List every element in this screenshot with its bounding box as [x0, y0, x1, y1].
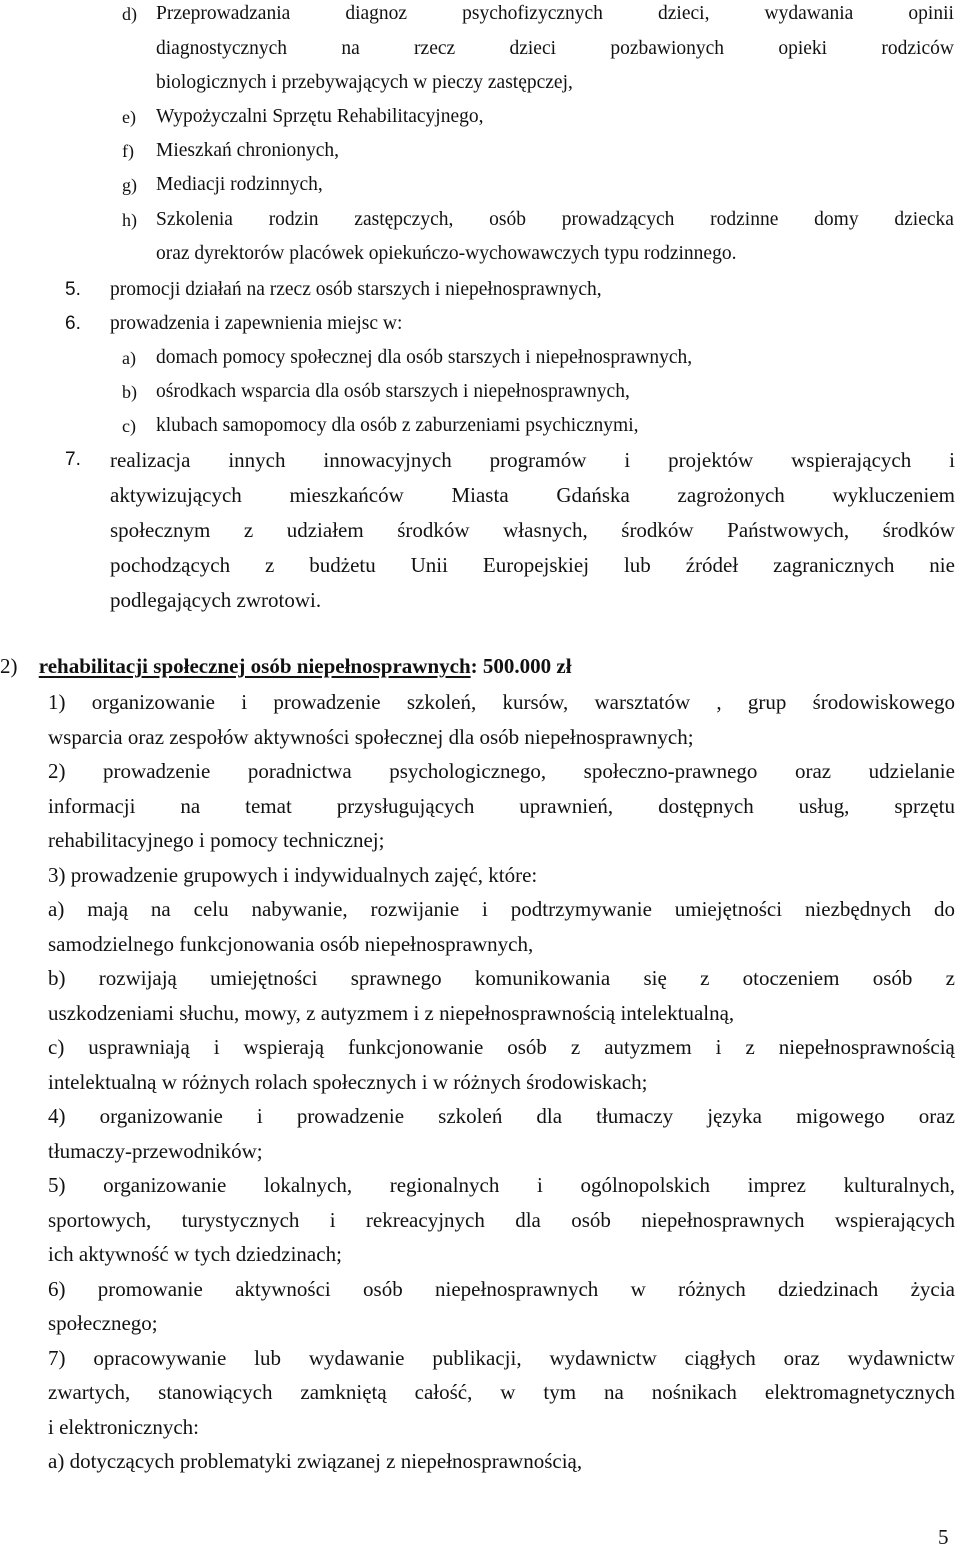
list-item-label: d)	[122, 4, 137, 24]
word: osób	[872, 966, 913, 990]
word: umiejętności	[210, 966, 318, 990]
word: 6)	[48, 1276, 66, 1301]
word: na	[180, 793, 201, 818]
word: się	[643, 966, 667, 990]
word: ,	[716, 690, 722, 714]
word: lokalnych,	[264, 1173, 353, 1197]
word: w	[500, 1380, 516, 1404]
word: mają	[87, 897, 129, 921]
word: oraz	[794, 759, 832, 783]
item-line	[110, 481, 955, 509]
word: i	[256, 1104, 263, 1128]
word: nie	[929, 553, 955, 577]
word: z	[945, 966, 955, 990]
word: organizowanie	[99, 1104, 223, 1128]
word: na	[604, 1380, 624, 1404]
sub-item-label: a)	[122, 348, 136, 368]
word: całość,	[414, 1380, 473, 1404]
page-number: 5	[938, 1525, 949, 1549]
word: wydawnictw	[847, 1345, 955, 1370]
word: organizowanie	[103, 1173, 227, 1197]
word: z	[570, 1035, 581, 1059]
body-line	[48, 964, 955, 992]
word: 7)	[48, 1345, 66, 1370]
item-text: promocji działań na rzecz osób starszych i niepełnosprawnych,	[110, 279, 602, 300]
word: poradnictwa	[247, 759, 352, 783]
word: b)	[48, 966, 66, 990]
word: psychologicznego,	[389, 759, 547, 783]
word: organizowanie	[91, 690, 215, 714]
word: tłumaczy	[596, 1104, 674, 1128]
word: dostępnych	[658, 793, 754, 818]
word: Europejskiej	[482, 553, 590, 577]
word: z	[745, 1035, 755, 1059]
word: i	[241, 690, 248, 714]
word: i	[213, 1035, 220, 1059]
word: tym	[543, 1380, 577, 1404]
word: diagnostycznych	[156, 38, 288, 59]
word: dzieci,	[658, 3, 710, 24]
word: dla	[515, 1207, 541, 1232]
body-line	[48, 1206, 955, 1234]
word: lub	[254, 1345, 282, 1370]
list-item-label: e)	[122, 107, 136, 127]
word: osób	[363, 1276, 403, 1301]
word: z	[265, 553, 275, 577]
word: warsztatów	[594, 690, 691, 714]
body-line	[48, 1102, 955, 1130]
word: społeczno-prawnego	[583, 759, 758, 783]
body-line	[48, 1275, 955, 1303]
list-item-line	[156, 35, 954, 63]
word: rekreacyjnych	[365, 1207, 485, 1232]
word: niezbędnych	[804, 897, 912, 921]
section-amount: 500.000 zł	[482, 654, 572, 678]
word: 5)	[48, 1173, 66, 1197]
section-title: rehabilitacji społecznej osób niepełnosprawnych	[38, 654, 471, 678]
sub-item-text: domach pomocy społecznej dla osób starszych i niepełnosprawnych,	[156, 347, 693, 368]
word: udzielanie	[868, 759, 955, 783]
word: kursów,	[502, 690, 569, 714]
word: podtrzymywanie	[510, 897, 652, 921]
word: i	[482, 897, 488, 921]
word: a)	[48, 897, 65, 921]
word: wspierających	[834, 1207, 955, 1232]
word: udziałem	[286, 518, 364, 542]
word: z	[700, 966, 710, 990]
word: środków	[621, 518, 694, 542]
item-line	[110, 551, 955, 579]
word: rodzinne	[710, 209, 779, 230]
item-number: 6.	[65, 313, 81, 334]
body-line	[48, 895, 955, 923]
word: osób	[571, 1207, 611, 1232]
body-line: rehabilitacyjnego i pomocy technicznej;	[48, 828, 385, 852]
word: temat	[245, 793, 292, 818]
section-colon: :	[470, 654, 483, 678]
word: Miasta	[451, 483, 509, 507]
item-number: 7.	[65, 449, 81, 470]
word: prowadzenie	[296, 1104, 405, 1128]
item-line	[110, 516, 955, 544]
word: zamkniętą	[300, 1380, 387, 1404]
body-line: wsparcia oraz zespołów aktywności społecznej dla osób niepełnosprawnych;	[48, 724, 694, 749]
section-number: 2)	[0, 654, 23, 678]
word: publikacji,	[432, 1345, 522, 1370]
item-number: 5.	[65, 279, 81, 300]
body-line: i elektronicznych:	[48, 1414, 200, 1439]
word: życia	[910, 1276, 955, 1301]
word: dziedzinach	[778, 1276, 879, 1301]
word: nośnikach	[651, 1380, 737, 1404]
word: realizacja	[110, 448, 191, 472]
word: usprawniają	[88, 1035, 190, 1059]
body-line	[48, 688, 955, 716]
body-line: 3) prowadzenie grupowych i indywidualnych zajęć, które:	[48, 862, 538, 887]
word: uprawnień,	[519, 793, 614, 818]
sub-item-text: ośrodkach wsparcia dla osób starszych i niepełnosprawnych,	[156, 381, 630, 402]
word: ogólnopolskich	[580, 1173, 710, 1197]
word: opinii	[908, 3, 954, 24]
word: z	[243, 518, 254, 542]
word: 1)	[48, 690, 66, 714]
word: ciągłych	[684, 1345, 756, 1370]
word: własnych,	[503, 518, 588, 542]
body-line	[48, 1033, 955, 1061]
list-item-label: f)	[122, 141, 134, 161]
section-heading	[0, 652, 572, 680]
word: regionalnych	[389, 1173, 500, 1197]
sub-item-label: c)	[122, 416, 136, 436]
word: imprez	[747, 1173, 806, 1197]
word: dzieci	[509, 38, 557, 59]
word: innych	[228, 448, 286, 472]
word: rzecz	[414, 38, 456, 59]
word: mieszkańców	[289, 483, 404, 507]
word: Państwowych,	[727, 518, 850, 542]
word: aktywizujących	[110, 483, 242, 507]
word: w	[630, 1276, 646, 1301]
word: komunikowania	[474, 966, 611, 990]
word: aktywności	[235, 1276, 331, 1301]
word: pochodzących	[110, 553, 231, 577]
word: środków	[882, 518, 955, 542]
word: wydawanie	[308, 1345, 405, 1370]
word: do	[933, 897, 955, 921]
body-line: samodzielnego funkcjonowania osób niepełnosprawnych,	[48, 931, 534, 956]
word: środowiskowego	[812, 690, 955, 714]
list-item-line: oraz dyrektorów placówek opiekuńczo-wychowawczych typu rodzinnego.	[156, 243, 737, 264]
item-line	[110, 446, 955, 474]
word: osób	[507, 1035, 547, 1059]
word: Gdańska	[556, 483, 630, 507]
list-item-label: h)	[122, 210, 137, 230]
word: informacji	[48, 793, 136, 818]
word: Szkolenia	[156, 209, 233, 230]
word: usług,	[798, 793, 850, 818]
word: promowanie	[97, 1276, 203, 1301]
word: wykluczeniem	[832, 483, 955, 507]
word: prowadzących	[561, 209, 675, 230]
body-line: ich aktywność w tych dziedzinach;	[48, 1242, 342, 1266]
word: oraz	[918, 1104, 955, 1128]
item-text: prowadzenia i zapewnienia miejsc w:	[110, 313, 403, 334]
word: opracowywanie	[93, 1345, 227, 1370]
word: zagranicznych	[773, 553, 895, 577]
word: Unii	[410, 553, 448, 577]
word: społecznym	[110, 518, 211, 542]
word: prowadzenie	[273, 690, 381, 714]
word: przysługujących	[336, 793, 475, 818]
word: otoczeniem	[742, 966, 840, 990]
word: funkcjonowanie	[347, 1035, 484, 1059]
word: na	[341, 38, 360, 59]
word: rodzin	[268, 209, 319, 230]
word: i	[329, 1207, 336, 1232]
word: sprzętu	[894, 793, 955, 818]
word: celu	[193, 897, 229, 921]
word: lub	[623, 553, 651, 577]
word: szkoleń,	[406, 690, 477, 714]
body-line	[48, 792, 955, 820]
word: zagrożonych	[677, 483, 785, 507]
word: kulturalnych,	[843, 1173, 955, 1197]
word: rodziców	[881, 38, 954, 59]
body-line: społecznego;	[48, 1311, 158, 1335]
word: języka	[707, 1104, 762, 1128]
list-item-line	[156, 206, 954, 234]
word: rozwijają	[98, 966, 177, 990]
item-line: podlegających zwrotowi.	[110, 588, 322, 612]
word: szkoleń	[438, 1104, 503, 1128]
body-line: a) dotyczących problematyki związanej z niepełnosprawnością,	[48, 1449, 583, 1473]
word: opieki	[778, 38, 828, 59]
word: niepełnosprawnością	[778, 1035, 955, 1059]
list-item-line: Wypożyczalni Sprzętu Rehabilitacyjnego,	[156, 106, 484, 127]
word: i	[949, 448, 955, 472]
word: elektromagnetycznych	[764, 1380, 955, 1404]
list-item-line: Mieszkań chronionych,	[156, 140, 340, 161]
word: budżetu	[309, 553, 376, 577]
body-line: intelektualną w różnych rolach społecznych i w różnych środowiskach;	[48, 1069, 648, 1094]
word: psychofizycznych	[462, 3, 603, 24]
word: umiejętności	[674, 897, 783, 921]
body-line: tłumaczy-przewodników;	[48, 1138, 263, 1163]
word: wspierających	[791, 448, 912, 472]
word: 2)	[48, 759, 66, 783]
word: domy	[814, 209, 859, 230]
word: wydawnictw	[549, 1345, 657, 1370]
sub-item-text: klubach samopomocy dla osób z zaburzeniami psychicznymi,	[156, 415, 639, 436]
word: prowadzenie	[103, 759, 211, 783]
word: innowacyjnych	[323, 448, 452, 472]
word: i	[624, 448, 631, 472]
word: środków	[397, 518, 470, 542]
word: zastępczych,	[354, 209, 454, 230]
word: sprawnego	[350, 966, 442, 990]
word: programów	[489, 448, 587, 472]
word: różnych	[678, 1276, 746, 1301]
word: autyzmem	[604, 1035, 692, 1059]
word: wspierają	[243, 1035, 325, 1059]
word: turystycznych	[181, 1207, 300, 1232]
word: niepełnosprawnych	[435, 1276, 599, 1301]
word: rozwijanie	[370, 897, 460, 921]
word: diagnoz	[345, 3, 408, 24]
word: oraz	[783, 1345, 820, 1370]
word: 4)	[48, 1104, 66, 1128]
word: migowego	[796, 1104, 885, 1128]
list-item-line: Mediacji rodzinnych,	[156, 174, 323, 195]
word: na	[150, 897, 171, 921]
word: dla	[536, 1104, 563, 1128]
word: nabywanie,	[251, 897, 348, 921]
word: zwartych,	[48, 1380, 131, 1404]
word: osób	[489, 209, 526, 230]
list-item-line: biologicznych i przebywających w pieczy zastępczej,	[156, 72, 573, 93]
body-line	[48, 1378, 955, 1406]
word: stanowiących	[158, 1380, 273, 1404]
body-line	[48, 1171, 955, 1199]
list-item-label: g)	[122, 175, 137, 195]
body-line: uszkodzeniami słuchu, mowy, z autyzmem i z niepełnosprawnością intelektualną,	[48, 1000, 735, 1025]
word: grup	[747, 690, 787, 714]
word: niepełnosprawnych	[641, 1207, 805, 1232]
body-line	[48, 1344, 955, 1372]
word: c)	[48, 1035, 65, 1059]
word: projektów	[668, 448, 754, 472]
word: i	[536, 1173, 543, 1197]
word: Przeprowadzania	[156, 3, 291, 24]
body-line	[48, 757, 955, 785]
word: dziecka	[894, 209, 954, 230]
sub-item-label: b)	[122, 382, 137, 402]
word: sportowych,	[48, 1207, 152, 1232]
word: wydawania	[764, 3, 854, 24]
word: i	[715, 1035, 722, 1059]
word: źródeł	[685, 553, 739, 577]
word: pozbawionych	[610, 38, 725, 59]
list-item-line	[156, 0, 954, 28]
